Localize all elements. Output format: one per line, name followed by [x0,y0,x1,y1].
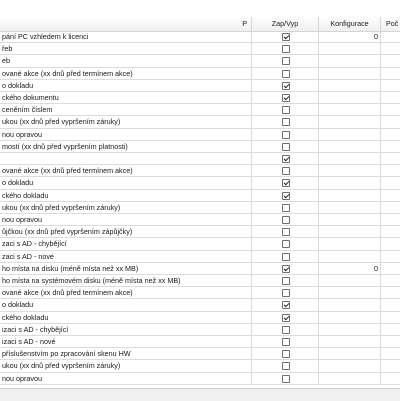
table-row[interactable] [0,214,400,226]
table-row[interactable] [0,251,400,263]
count-value [381,360,400,372]
table-row[interactable] [0,238,400,250]
column-header-config[interactable]: Konfigurace [319,17,381,31]
enabled-checkbox[interactable] [282,362,290,370]
count-value [381,116,400,128]
config-value[interactable] [319,92,381,104]
enabled-checkbox[interactable] [282,338,290,346]
enabled-checkbox[interactable] [282,167,290,175]
count-value [381,177,400,189]
count-value [381,238,400,250]
enabled-checkbox[interactable] [282,228,290,236]
enabled-checkbox[interactable] [282,265,290,273]
count-value [381,251,400,263]
notification-name: ho místa na disku (méně místa než xx MB) [0,263,252,275]
count-value [381,324,400,336]
config-value[interactable] [319,129,381,141]
config-value[interactable] [319,287,381,299]
enabled-cell [252,336,319,348]
notification-name: ukou (xx dnů před vypršením záruky) [0,360,252,372]
count-value [381,165,400,177]
count-value [381,336,400,348]
enabled-cell [252,299,319,311]
enabled-cell [252,360,319,372]
enabled-checkbox[interactable] [282,179,290,187]
count-value [381,68,400,80]
notification-name: nou opravou [0,373,252,385]
table-row[interactable] [0,275,400,287]
config-value[interactable] [319,251,381,263]
enabled-cell [252,80,319,92]
count-value [381,348,400,360]
count-value [381,373,400,385]
table-row[interactable] [0,360,400,372]
config-value[interactable] [319,68,381,80]
notification-name: pání PC vzhledem k licenci [0,31,252,43]
count-value [381,43,400,55]
count-value [381,275,400,287]
count-value [381,92,400,104]
enabled-cell [252,43,319,55]
notification-name: ůjčkou (xx dnů před vypršením zápůjčky) [0,226,252,238]
config-value[interactable] [319,373,381,385]
enabled-cell [252,92,319,104]
notification-name: izaci s AD - nové [0,336,252,348]
table-row[interactable] [0,55,400,67]
enabled-checkbox[interactable] [282,45,290,53]
enabled-checkbox[interactable] [282,155,290,163]
table-row[interactable] [0,190,400,202]
count-value [381,55,400,67]
config-value[interactable] [319,324,381,336]
enabled-cell [252,202,319,214]
table-row[interactable] [0,263,400,275]
table-row[interactable] [0,31,400,43]
count-value [381,214,400,226]
table-row[interactable] [0,80,400,92]
top-spacer [0,0,400,17]
notification-name: ckého dokumentu [0,92,252,104]
table-row[interactable] [0,226,400,238]
enabled-cell [252,238,319,250]
horizontal-scrollbar[interactable] [0,388,400,401]
table-row[interactable] [0,165,400,177]
config-value[interactable] [319,360,381,372]
notification-name: ho místa na systémovém disku (méně místa než xx MB) [0,275,252,287]
enabled-cell [252,116,319,128]
table-row[interactable] [0,373,400,385]
notification-name: zaci s AD - nové [0,251,252,263]
config-value[interactable] [319,214,381,226]
notification-name: o dokladu [0,299,252,311]
count-value [381,202,400,214]
enabled-cell [252,226,319,238]
enabled-checkbox[interactable] [282,301,290,309]
count-value [381,141,400,153]
enabled-cell [252,287,319,299]
notification-name: ckého dokladu [0,312,252,324]
config-value[interactable] [319,80,381,92]
config-value[interactable] [319,238,381,250]
config-value[interactable] [319,165,381,177]
enabled-checkbox[interactable] [282,204,290,212]
enabled-cell [252,324,319,336]
notification-name: ckého dokladu [0,190,252,202]
table-row[interactable] [0,129,400,141]
notification-name: nou opravou [0,214,252,226]
enabled-cell [252,312,319,324]
notification-name: zaci s AD - chybějící [0,238,252,250]
grid-header [0,17,400,32]
enabled-checkbox[interactable] [282,314,290,322]
enabled-cell [252,55,319,67]
enabled-checkbox[interactable] [282,106,290,114]
enabled-cell [252,263,319,275]
notification-name: ukou (xx dnů před vypršením záruky) [0,116,252,128]
enabled-checkbox[interactable] [282,253,290,261]
column-header-count[interactable]: Poč [386,19,399,28]
config-value[interactable] [319,43,381,55]
enabled-checkbox[interactable] [282,70,290,78]
count-value [381,287,400,299]
count-value [381,153,400,165]
enabled-cell [252,214,319,226]
config-value[interactable] [319,348,381,360]
enabled-checkbox[interactable] [282,82,290,90]
notification-name: příslušenstvím po zpracování skenu HW [0,348,252,360]
notification-name: ované akce (xx dnů před termínem akce) [0,287,252,299]
config-value[interactable] [319,299,381,311]
config-value[interactable]: 0 [319,31,381,43]
enabled-checkbox[interactable] [282,118,290,126]
count-value [381,31,400,43]
notification-name: o dokladu [0,80,252,92]
enabled-cell [252,153,319,165]
notification-name: ované akce (xx dnů před termínem akce) [0,68,252,80]
enabled-cell [252,275,319,287]
enabled-checkbox[interactable] [282,350,290,358]
notification-name: ované akce (xx dnů před termínem akce) [0,165,252,177]
enabled-checkbox[interactable] [282,240,290,248]
column-header-flag[interactable]: P [0,17,252,31]
enabled-checkbox[interactable] [282,131,290,139]
table-row[interactable] [0,68,400,80]
enabled-checkbox[interactable] [282,143,290,151]
table-row[interactable] [0,104,400,116]
enabled-cell [252,251,319,263]
enabled-checkbox[interactable] [282,94,290,102]
notification-name: mostí (xx dnů před vypršením platnosti) [0,141,252,153]
notification-name: o dokladu [0,177,252,189]
enabled-cell [252,141,319,153]
notification-name: řeb [0,43,252,55]
enabled-cell [252,104,319,116]
config-value[interactable] [319,190,381,202]
enabled-cell [252,177,319,189]
config-value[interactable]: 0 [319,263,381,275]
count-value [381,312,400,324]
enabled-checkbox[interactable] [282,375,290,383]
count-value [381,129,400,141]
enabled-checkbox[interactable] [282,192,290,200]
column-header-enabled[interactable]: Zap/Vyp [252,17,319,31]
enabled-cell [252,165,319,177]
config-value[interactable] [319,226,381,238]
table-row[interactable] [0,153,400,165]
config-value[interactable] [319,312,381,324]
table-row[interactable] [0,141,400,153]
count-value [381,104,400,116]
table-row[interactable] [0,287,400,299]
config-value[interactable] [319,141,381,153]
enabled-cell [252,31,319,43]
table-row[interactable] [0,43,400,55]
notification-name [0,153,252,165]
count-value [381,299,400,311]
config-value[interactable] [319,202,381,214]
notification-name: ceněním číslem [0,104,252,116]
config-value[interactable] [319,275,381,287]
enabled-checkbox[interactable] [282,33,290,41]
config-value[interactable] [319,153,381,165]
enabled-checkbox[interactable] [282,326,290,334]
count-value [381,226,400,238]
enabled-cell [252,190,319,202]
notification-name: nou opravou [0,129,252,141]
config-value[interactable] [319,116,381,128]
notification-name: ukou (xx dnů před vypršením záruky) [0,202,252,214]
enabled-checkbox[interactable] [282,277,290,285]
table-row[interactable] [0,299,400,311]
table-row[interactable] [0,336,400,348]
table-row[interactable] [0,324,400,336]
enabled-cell [252,68,319,80]
enabled-checkbox[interactable] [282,289,290,297]
table-row[interactable] [0,202,400,214]
config-value[interactable] [319,55,381,67]
count-value [381,263,400,275]
table-row[interactable] [0,312,400,324]
table-row[interactable] [0,348,400,360]
config-value[interactable] [319,336,381,348]
enabled-checkbox[interactable] [282,57,290,65]
enabled-cell [252,348,319,360]
enabled-checkbox[interactable] [282,216,290,224]
notification-name: izaci s AD - chybějící [0,324,252,336]
table-row[interactable] [0,177,400,189]
count-value [381,80,400,92]
table-row[interactable] [0,116,400,128]
count-value [381,190,400,202]
enabled-cell [252,129,319,141]
table-row[interactable] [0,92,400,104]
enabled-cell [252,373,319,385]
notification-name: eb [0,55,252,67]
config-value[interactable] [319,177,381,189]
config-value[interactable] [319,104,381,116]
